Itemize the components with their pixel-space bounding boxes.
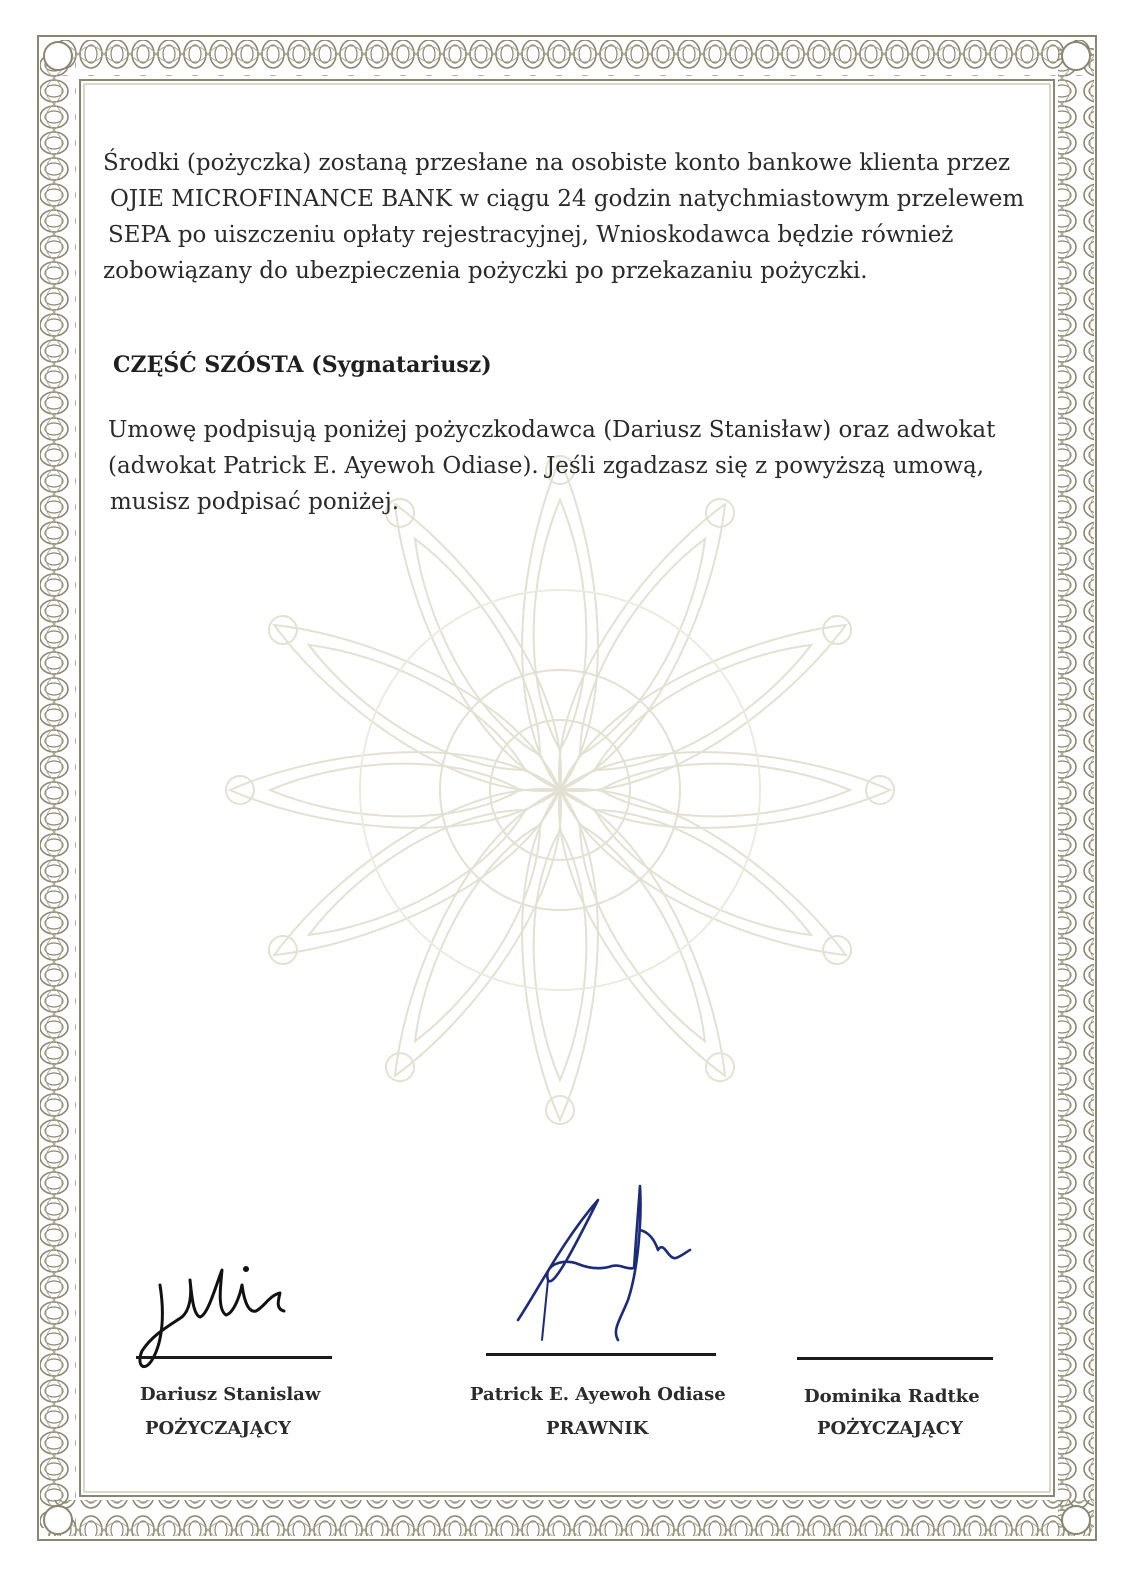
paragraph-line: Umowę podpisują poniżej pożyczkodawca (Dariusz Stanisław) oraz adwokat [108,417,996,443]
paragraph-line: zobowiązany do ubezpieczenia pożyczki po przekazaniu pożyczki. [103,258,868,284]
signatory-name-1: Dariusz Stanislaw [140,1384,321,1405]
paragraph-line: musisz podpisać poniżej. [110,489,400,515]
signatory-role-2: PRAWNIK [546,1418,649,1439]
signatory-role-3: POŻYCZAJĄCY [817,1418,963,1439]
paragraph-line: Środki (pożyczka) zostaną przesłane na osobiste konto bankowe klienta przez [103,150,1011,176]
signatory-name-2: Patrick E. Ayewoh Odiase [470,1384,726,1405]
funds-transfer-paragraph [103,145,1033,289]
signatory-paragraph [108,412,1028,520]
paragraph-line: SEPA po uiszczeniu opłaty rejestracyjnej, Wnioskodawca będzie również [108,222,954,248]
signature-line-1 [136,1356,332,1359]
section-title: CZĘŚĆ SZÓSTA (Sygnatariusz) [113,352,492,378]
paragraph-line: (adwokat Patrick E. Ayewoh Odiase). Jeśli zgadzasz się z powyższą umową, [108,453,985,479]
signatory-role-1: POŻYCZAJĄCY [145,1418,291,1439]
signature-line-3 [797,1357,993,1360]
signature-dariusz [130,1255,310,1385]
paragraph-line: OJIE MICROFINANCE BANK w ciągu 24 godzin natychmiastowym przelewem [110,186,1025,212]
signature-patrick [508,1180,708,1370]
rosette-watermark [170,430,950,1150]
signatory-name-3: Dominika Radtke [804,1386,980,1407]
signature-line-2 [486,1353,716,1356]
